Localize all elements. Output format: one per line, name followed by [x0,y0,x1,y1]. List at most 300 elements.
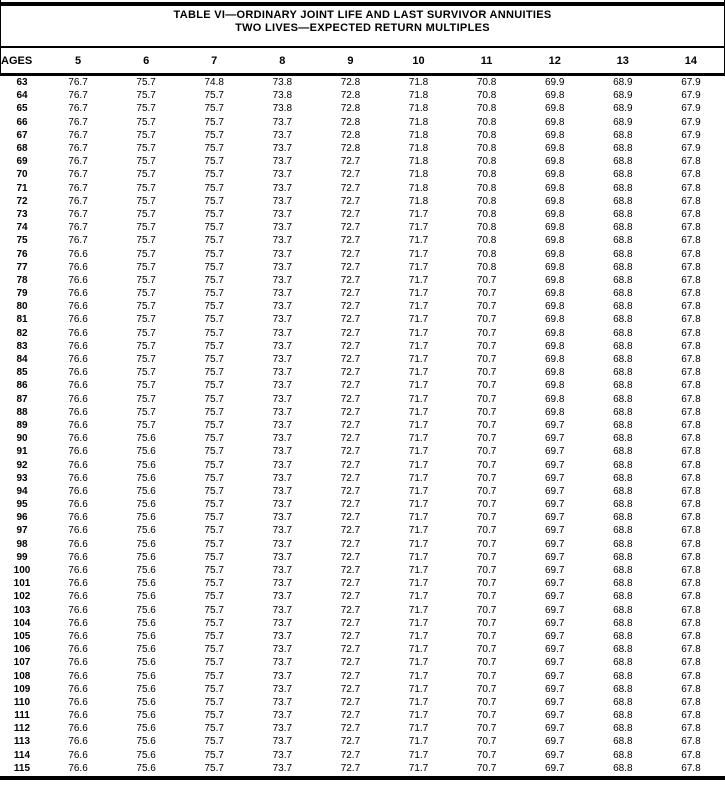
value-cell: 71.7 [408,433,429,445]
value-cell: 73.7 [272,235,293,247]
age-cell: 79 [16,288,28,300]
value-cell: 75.6 [136,591,156,603]
value-cell: 75.7 [204,617,224,629]
value-cell: 72.7 [340,499,361,511]
value-cell: 75.7 [204,683,224,695]
value-cell: 68.9 [613,103,633,115]
value-cell: 73.7 [272,248,293,260]
value-cell: 71.7 [408,683,429,695]
value-cell: 73.7 [272,749,293,761]
value-cell: 70.8 [476,195,497,207]
value-cell: 67.8 [681,393,701,405]
value-cell: 69.8 [544,195,565,207]
value-cell: 75.6 [136,538,156,550]
value-cell: 71.7 [408,565,429,577]
value-cell: 75.7 [204,274,224,286]
value-cell: 71.7 [408,578,429,590]
value-cell: 69.7 [544,762,565,774]
age-cell: 78 [16,274,28,286]
table-row [0,340,725,353]
value-cell: 68.8 [613,314,633,326]
value-cell: 73.7 [272,683,293,695]
value-cell: 75.7 [204,525,224,537]
value-cell: 67.8 [681,169,701,181]
value-cell: 72.7 [340,578,361,590]
value-cell: 71.7 [408,630,429,642]
age-cell: 63 [16,77,28,89]
value-cell: 73.7 [272,617,293,629]
value-cell: 76.6 [68,683,88,695]
age-cell: 67 [16,129,28,141]
value-cell: 76.6 [68,472,88,484]
value-cell: 69.8 [544,288,565,300]
value-cell: 69.8 [544,156,565,168]
value-cell: 68.8 [613,644,633,656]
value-cell: 70.7 [476,749,497,761]
value-cell: 72.8 [340,103,361,115]
value-cell: 71.7 [408,591,429,603]
value-cell: 75.7 [136,340,156,352]
value-cell: 71.7 [408,604,429,616]
value-cell: 67.8 [681,525,701,537]
value-cell: 69.8 [544,340,565,352]
table-row [0,102,725,115]
value-cell: 73.7 [272,472,293,484]
value-cell: 68.8 [613,261,633,273]
value-cell: 70.7 [476,472,497,484]
value-cell: 68.8 [613,749,633,761]
value-cell: 71.7 [408,274,429,286]
value-cell: 70.8 [476,143,497,155]
value-cell: 71.8 [408,169,429,181]
value-cell: 76.6 [68,762,88,774]
value-cell: 73.7 [272,551,293,563]
value-cell: 70.7 [476,327,497,339]
value-cell: 67.8 [681,644,701,656]
value-cell: 72.7 [340,446,361,458]
value-cell: 70.8 [476,248,497,260]
value-cell: 72.7 [340,419,361,431]
value-cell: 67.8 [681,591,701,603]
value-cell: 76.6 [68,393,88,405]
value-cell: 72.7 [340,736,361,748]
value-cell: 70.7 [476,525,497,537]
table-row [0,485,725,498]
value-cell: 73.7 [272,261,293,273]
value-cell: 73.7 [272,129,293,141]
table-row [0,630,725,643]
age-cell: 115 [13,762,31,774]
value-cell: 68.8 [613,604,633,616]
value-cell: 69.7 [544,499,565,511]
table-row [0,155,725,168]
value-cell: 75.6 [136,723,156,735]
value-cell: 68.8 [613,340,633,352]
value-cell: 76.6 [68,499,88,511]
age-cell: 73 [16,208,28,220]
value-cell: 72.7 [340,459,361,471]
value-cell: 71.7 [408,327,429,339]
value-cell: 69.7 [544,657,565,669]
value-cell: 69.7 [544,604,565,616]
value-cell: 68.8 [613,129,633,141]
value-cell: 70.7 [476,459,497,471]
value-cell: 75.6 [136,644,156,656]
value-cell: 67.8 [681,156,701,168]
value-cell: 69.8 [544,274,565,286]
column-header-6: 6 [112,48,180,75]
table-row [0,498,725,511]
value-cell: 75.7 [204,143,224,155]
value-cell: 70.8 [476,261,497,273]
value-cell: 69.8 [544,327,565,339]
table-row [0,458,725,471]
age-cell: 101 [13,578,31,590]
value-cell: 71.7 [408,762,429,774]
value-cell: 68.8 [613,710,633,722]
value-cell: 75.7 [204,380,224,392]
value-cell: 72.7 [340,512,361,524]
value-cell: 76.6 [68,354,88,366]
value-cell: 75.7 [136,354,156,366]
value-cell: 72.7 [340,248,361,260]
value-cell: 67.9 [681,116,701,128]
value-cell: 71.7 [408,222,429,234]
value-cell: 68.8 [613,208,633,220]
age-cell: 100 [13,565,31,577]
value-cell: 71.7 [408,367,429,379]
value-cell: 72.7 [340,367,361,379]
value-cell: 75.7 [204,301,224,313]
age-cell: 71 [16,182,28,194]
value-cell: 75.7 [204,485,224,497]
value-cell: 67.8 [681,472,701,484]
value-cell: 76.6 [68,433,88,445]
value-cell: 69.8 [544,393,565,405]
value-cell: 73.7 [272,485,293,497]
value-cell: 71.7 [408,525,429,537]
value-cell: 75.7 [136,406,156,418]
value-cell: 69.7 [544,485,565,497]
value-cell: 72.7 [340,156,361,168]
value-cell: 75.6 [136,551,156,563]
value-cell: 72.7 [340,604,361,616]
value-cell: 76.6 [68,301,88,313]
value-cell: 69.8 [544,406,565,418]
value-cell: 69.7 [544,512,565,524]
table-row [0,669,725,682]
value-cell: 75.7 [204,591,224,603]
value-cell: 76.6 [68,485,88,497]
value-cell: 71.7 [408,393,429,405]
value-cell: 76.6 [68,446,88,458]
value-cell: 67.8 [681,512,701,524]
value-cell: 75.7 [204,472,224,484]
value-cell: 76.6 [68,380,88,392]
value-cell: 67.8 [681,261,701,273]
value-cell: 76.7 [68,116,88,128]
value-cell: 69.7 [544,459,565,471]
value-cell: 68.8 [613,380,633,392]
age-cell: 112 [13,723,31,735]
value-cell: 76.6 [68,248,88,260]
value-cell: 73.8 [272,77,293,89]
value-cell: 69.8 [544,208,565,220]
age-cell: 92 [16,459,28,471]
value-cell: 75.7 [204,696,224,708]
value-cell: 70.7 [476,551,497,563]
value-cell: 68.9 [613,116,633,128]
value-cell: 67.8 [681,696,701,708]
value-cell: 75.7 [204,354,224,366]
value-cell: 71.7 [408,736,429,748]
value-cell: 69.7 [544,630,565,642]
value-cell: 70.7 [476,591,497,603]
age-cell: 64 [16,90,28,102]
value-cell: 75.7 [204,314,224,326]
value-cell: 75.7 [204,762,224,774]
value-cell: 71.7 [408,723,429,735]
value-cell: 73.7 [272,459,293,471]
value-cell: 75.7 [136,393,156,405]
value-cell: 70.7 [476,630,497,642]
top-rule [0,2,725,6]
value-cell: 71.7 [408,472,429,484]
value-cell: 71.7 [408,670,429,682]
value-cell: 73.7 [272,143,293,155]
value-cell: 67.8 [681,367,701,379]
value-cell: 67.9 [681,143,701,155]
value-cell: 70.7 [476,499,497,511]
value-cell: 67.8 [681,538,701,550]
value-cell: 72.7 [340,380,361,392]
age-cell: 81 [16,314,28,326]
table-row [0,432,725,445]
value-cell: 67.8 [681,459,701,471]
value-cell: 69.8 [544,301,565,313]
value-cell: 71.7 [408,235,429,247]
value-cell: 73.7 [272,565,293,577]
value-cell: 67.8 [681,657,701,669]
value-cell: 69.8 [544,90,565,102]
value-cell: 76.6 [68,512,88,524]
value-cell: 76.6 [68,710,88,722]
column-header-12: 12 [521,48,589,75]
value-cell: 76.6 [68,327,88,339]
table-row [0,564,725,577]
value-cell: 67.8 [681,419,701,431]
value-cell: 67.8 [681,578,701,590]
value-cell: 75.7 [136,116,156,128]
value-cell: 72.7 [340,406,361,418]
value-cell: 70.7 [476,644,497,656]
value-cell: 72.8 [340,129,361,141]
value-cell: 72.7 [340,591,361,603]
value-cell: 76.6 [68,565,88,577]
value-cell: 67.8 [681,288,701,300]
value-cell: 75.7 [136,156,156,168]
column-header-7: 7 [180,48,248,75]
value-cell: 76.6 [68,578,88,590]
table-row [0,168,725,181]
value-cell: 69.7 [544,565,565,577]
value-cell: 76.7 [68,143,88,155]
value-cell: 76.7 [68,208,88,220]
value-cell: 73.7 [272,156,293,168]
value-cell: 75.7 [136,195,156,207]
value-cell: 70.7 [476,762,497,774]
value-cell: 67.8 [681,340,701,352]
table-row [0,656,725,669]
value-cell: 75.6 [136,578,156,590]
value-cell: 67.8 [681,485,701,497]
table-row [0,261,725,274]
value-cell: 72.7 [340,261,361,273]
value-cell: 67.8 [681,499,701,511]
table-row [0,221,725,234]
age-cell: 94 [16,485,28,497]
table-row [0,551,725,564]
value-cell: 73.7 [272,762,293,774]
value-cell: 75.6 [136,433,156,445]
value-cell: 67.8 [681,208,701,220]
value-cell: 69.8 [544,143,565,155]
age-cell: 70 [16,169,28,181]
value-cell: 69.7 [544,670,565,682]
table-row [0,313,725,326]
value-cell: 73.7 [272,644,293,656]
value-cell: 69.7 [544,723,565,735]
value-cell: 73.7 [272,591,293,603]
value-cell: 71.7 [408,288,429,300]
value-cell: 73.7 [272,736,293,748]
value-cell: 70.8 [476,235,497,247]
value-cell: 73.7 [272,630,293,642]
value-cell: 73.7 [272,367,293,379]
value-cell: 72.7 [340,288,361,300]
value-cell: 75.6 [136,459,156,471]
value-cell: 75.7 [136,327,156,339]
value-cell: 71.8 [408,182,429,194]
value-cell: 70.7 [476,406,497,418]
value-cell: 68.8 [613,630,633,642]
table-row [0,617,725,630]
value-cell: 75.6 [136,749,156,761]
value-cell: 70.8 [476,103,497,115]
value-cell: 75.6 [136,762,156,774]
table-row [0,393,725,406]
value-cell: 70.7 [476,367,497,379]
value-cell: 72.7 [340,433,361,445]
value-cell: 69.8 [544,261,565,273]
column-header-9: 9 [316,48,384,75]
value-cell: 76.6 [68,261,88,273]
value-cell: 76.6 [68,591,88,603]
value-cell: 67.8 [681,670,701,682]
ages-column-header: AGES [0,48,44,75]
table-row [0,577,725,590]
value-cell: 73.7 [272,169,293,181]
value-cell: 69.8 [544,116,565,128]
value-cell: 71.7 [408,696,429,708]
value-cell: 68.8 [613,696,633,708]
value-cell: 69.7 [544,710,565,722]
value-cell: 75.6 [136,446,156,458]
value-cell: 71.7 [408,538,429,550]
value-cell: 72.7 [340,538,361,550]
value-cell: 73.7 [272,327,293,339]
column-header-10: 10 [384,48,452,75]
value-cell: 75.7 [204,90,224,102]
age-cell: 72 [16,195,28,207]
value-cell: 76.6 [68,419,88,431]
value-cell: 75.7 [136,182,156,194]
value-cell: 75.7 [204,749,224,761]
table-row [0,762,725,775]
age-cell: 74 [16,222,28,234]
value-cell: 75.7 [204,459,224,471]
value-cell: 73.7 [272,578,293,590]
value-cell: 71.7 [408,512,429,524]
table-title [0,9,725,35]
value-cell: 69.7 [544,525,565,537]
value-cell: 69.8 [544,380,565,392]
value-cell: 68.8 [613,578,633,590]
age-cell: 84 [16,354,28,366]
table-row [0,749,725,762]
value-cell: 73.7 [272,696,293,708]
value-cell: 68.8 [613,327,633,339]
table-row [0,195,725,208]
value-cell: 67.9 [681,103,701,115]
value-cell: 73.7 [272,222,293,234]
value-cell: 72.7 [340,235,361,247]
value-cell: 72.7 [340,525,361,537]
value-cell: 68.8 [613,551,633,563]
value-cell: 67.8 [681,327,701,339]
value-cell: 72.7 [340,657,361,669]
value-cell: 68.8 [613,670,633,682]
value-cell: 75.7 [204,551,224,563]
value-cell: 69.8 [544,367,565,379]
table-row [0,406,725,419]
value-cell: 73.7 [272,723,293,735]
value-cell: 75.6 [136,525,156,537]
value-cell: 75.7 [136,314,156,326]
value-cell: 72.7 [340,565,361,577]
age-cell: 99 [16,551,28,563]
value-cell: 75.7 [204,169,224,181]
age-cell: 96 [16,512,28,524]
table-row [0,419,725,432]
age-cell: 89 [16,419,28,431]
table-title-line2: TWO LIVES—EXPECTED RETURN MULTIPLES [235,22,490,34]
value-cell: 68.9 [613,90,633,102]
table-row [0,327,725,340]
value-cell: 68.8 [613,525,633,537]
value-cell: 75.7 [136,367,156,379]
column-header-11: 11 [453,48,521,75]
value-cell: 73.7 [272,670,293,682]
value-cell: 72.7 [340,169,361,181]
table-row [0,472,725,485]
value-cell: 72.7 [340,670,361,682]
value-cell: 71.7 [408,419,429,431]
value-cell: 68.8 [613,723,633,735]
table-row [0,353,725,366]
value-cell: 72.7 [340,274,361,286]
value-cell: 72.7 [340,723,361,735]
